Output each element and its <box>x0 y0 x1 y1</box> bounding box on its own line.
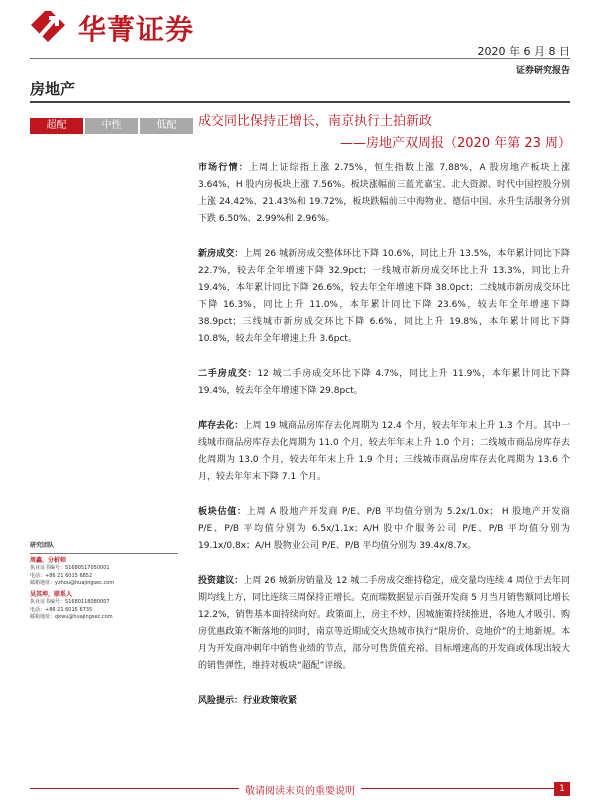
paragraph-second-hand <box>198 366 570 400</box>
phone-number: +86 21 6015 6735 <box>45 606 93 613</box>
report-subheadline: ——房地产双周报（2020 年第 23 周） <box>340 136 572 151</box>
phone-label: 电话 <box>30 572 41 579</box>
research-team <box>30 542 178 625</box>
page-number: 1 <box>554 782 570 796</box>
paragraph-label: 投资建议： <box>198 576 244 586</box>
rating-bar <box>30 118 195 134</box>
paragraph-label: 风险提示： <box>198 696 244 706</box>
rating-overweight: 超配 <box>30 118 83 134</box>
paragraph-label: 库存去化： <box>198 421 244 431</box>
paragraph-label: 二手房成交： <box>198 369 258 379</box>
paragraph-text: 上周上证综指上涨 2.75%，恒生指数上涨 7.88%，A 股房地产板块上涨 3.64%，H 股内房板块上涨 7.56%。板块涨幅前三蓝光嘉宝、北大资源、时代中国控股分别上涨 24.42%、21.43%和 19.72%，板块跌幅前三中海物业、德信中国、永升生活服务分别下跌 6.50%、2.99%和 2.96%。 <box>198 163 570 224</box>
cert-number: S1680118080007 <box>65 599 110 605</box>
paragraph-text: 行业政策收紧 <box>243 696 298 706</box>
paragraph-valuation <box>198 504 570 555</box>
analyst-role: 联系人 <box>54 590 73 598</box>
square-arrow-logo-icon <box>30 11 70 45</box>
paragraph-label: 板块估值： <box>198 507 247 517</box>
rating-underweight: 低配 <box>140 118 193 134</box>
email-address[interactable]: qkwu@huajingsec.com <box>55 614 113 620</box>
cert-label: 执业证书编号 <box>30 565 61 571</box>
paragraph-inventory <box>198 418 570 486</box>
paragraph-text: 上周 A 股地产开发商 P/E、P/B 平均值分别为 5.2x/1.0x； H 股地产开发商 P/E、P/B 平均值分别为 6.5x/1.1x；A/H 股中介服务公司 P/E、P/B 平均值分别为 19.1x/0.8x；A/H 股物业公司 P/E、P/B 平均值分别为 39.4x/8.7x。 <box>198 507 570 551</box>
sector-title: 房地产 <box>30 80 76 98</box>
rating-neutral: 中性 <box>85 118 138 134</box>
report-date: 2020 年 6 月 8 日 <box>477 45 570 58</box>
company-logo <box>30 8 194 48</box>
email-address[interactable]: yzhou@huajingsec.com <box>55 580 115 586</box>
email-label: 邮箱地址 <box>30 580 51 586</box>
paragraph-risk <box>198 693 570 710</box>
analyst-role: 分析师 <box>48 556 67 564</box>
brand-name: 华菁证券 <box>78 13 195 46</box>
paragraph-new-home <box>198 246 570 348</box>
paragraph-label: 市场行情： <box>198 163 249 173</box>
cert-number: S1680517050001 <box>65 565 110 571</box>
report-headline: 成交同比保持正增长，南京执行土拍新政 <box>198 114 433 129</box>
team-title: 研究团队 <box>30 542 178 554</box>
phone-number: +86 21 6015 6852 <box>45 572 93 579</box>
report-body <box>198 160 570 728</box>
sector-divider <box>30 101 570 103</box>
disclaimer-note[interactable]: 敬请阅读末页的重要说明 <box>239 786 361 797</box>
analyst-name: 吴其坤 <box>30 590 49 598</box>
analyst-card: 吴其坤，联系人 执业证书编号：S1680118080007 电话：+86 21 6015 6735 邮箱地址：qkwu@huajingsec.com <box>30 590 113 620</box>
email-label: 邮箱地址 <box>30 614 51 620</box>
analyst-name: 周鑫 <box>30 556 43 564</box>
footer <box>0 782 600 796</box>
analyst-card: 周鑫，分析师 执业证书编号：S1680517050001 电话：+86 21 6015 6852 邮箱地址：yzhou@huajingsec.com <box>30 556 115 586</box>
paragraph-text: 上周 26 城新房成交整体环比下降 10.6%，同比上升 13.5%，本年累计同比下降 22.7%，较去年全年增速下降 32.9pct；一线城市新房成交环比上升 13.3%，同比上升 19.4%，本年累计同比下降 26.6%，较去年全年增速下降 38.0pct；二线城市新房成交环比下降 16.3%，同比上升 11.0%，本年累计同比下降 23.6%，较去年全年增速下降 38.9pct；三线城市新房成交环比下降 6.6%，同比上升 19.8%，本年累计同比下降 10.8%，较去年全年增速上升 3.6pct。 <box>198 249 570 344</box>
paragraph-text: 上周 19 城商品房库存去化周期为 12.4 个月，较去年年末上升 1.3 个月。其中一线城市商品房库存去化周期为 11.0 个月，较去年年末上升 1.0 个月；二线城市商品房库存去化周期为 13.0 个月，较去年年末上升 1.9 个月；三线城市商品房库存去化周期为 13.6 个月，较去年年末下降 7.1 个月。 <box>198 421 570 482</box>
paragraph-label: 新房成交： <box>198 249 244 259</box>
header-divider <box>30 58 570 59</box>
cert-label: 执业证书编号 <box>30 599 61 605</box>
phone-label: 电话 <box>30 606 41 613</box>
paragraph-text: 上周 26 城新房销量及 12 城二手房成交维持稳定，成交量均连续 4 周位于去年同期均线上方，同比连续三周保持正增长。克而瑞数据显示百强开发商 5 月当月销售额同比增长 12.2%，销售基本面持续向好。政策面上，房主不炒、因城施策持续推进，各地人才吸引、购房优惠政策不断落地的同时，南京等近期成交火热城市执行“限房价、竞地价”的土地新规。本月为开发商冲刺年中销售业绩的节点，部分可售货值充裕、目标增速高的开发商或体现出较大的销售弹性，维持对板块“超配”评级。 <box>198 576 570 671</box>
paragraph-market <box>198 160 570 228</box>
report-type: 证券研究报告 <box>515 66 570 76</box>
paragraph-investment <box>198 573 570 675</box>
paragraph-text: 12 城二手房成交环比下降 4.7%，同比上升 11.9%，本年累计同比下降 19.4%，较去年全年增速下降 29.8pct。 <box>198 369 570 396</box>
